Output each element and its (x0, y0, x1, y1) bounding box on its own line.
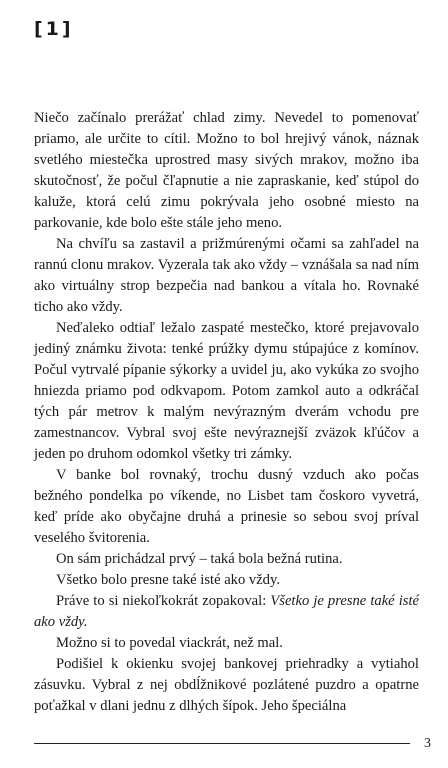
paragraph (34, 591, 419, 633)
body-text (34, 108, 419, 717)
chapter-marker: [1] (34, 18, 74, 40)
paragraph: Niečo začínalo prerážať chlad zimy. Nevedel to pomenovať priamo, ale určite to cítil. Možno to bol hrejivý vánok, náznak svetlého miestečka uprostred masy sivých mrakov, možno iba skutočnosť, že počul čľapnutie a nie zapraskanie, keď stúpol do kaluže, ktorá celú zimu pokrývala jeho osobné miesto na parkovanie, kde bolo ešte stále jeho meno. (34, 110, 419, 231)
paragraph: Podišiel k okienku svojej bankovej priehradky a vytiahol zásuvku. Vybral z nej obdĺžnikové pozlátené puzdro a opatrne poťažkal v dlani jednu z dlhých šípok. Jeho špeciálna (34, 656, 419, 714)
paragraph: Neďaleko odtiaľ ležalo zaspaté mestečko, ktoré prejavovalo jediný známku života: tenké prúžky dymu stúpajúce z komínov. Počul vytrvalé pípanie sýkorky a uvidel ju, ako vykúka zo svojho hniezda priamo pod odkvapom. Potom zamkol auto a odkráčal tých pár metrov k malým nevýrazným dverám vchodu pre zamestnancov. Vybral svoj ešte nevýraznejší zväzok kľúčov a jeden po druhom odomkol všetky tri zámky. (34, 320, 419, 462)
paragraph: Všetko bolo presne také isté ako vždy. (56, 572, 280, 588)
footer-rule (34, 743, 410, 744)
paragraph-text: Práve to si niekoľkokrát zopakoval: (56, 593, 271, 609)
paragraph: On sám prichádzal prvý – taká bola bežná rutina. (56, 551, 343, 567)
emphasized-quote: Všetko je presne také isté ako vždy. (34, 593, 420, 630)
paragraph: Na chvíľu sa zastavil a prižmúrenými očami sa zahľadel na rannú clonu mrakov. Vyzerala tak ako vždy – vznášala sa nad ním ako virtuálny strop bezpečia nad bankou a vítala ho. Rovnaké ticho ako vždy. (34, 236, 419, 315)
page-number: 3 (424, 736, 431, 751)
paragraph: V banke bol rovnaký, trochu dusný vzduch ako počas bežného pondelka po víkende, no Lisbet tam čoskoro vyvetrá, keď príde ako obyčajne druhá a prinesie so sebou svoj príval veselého švitorenia. (34, 467, 419, 546)
paragraph: Možno si to povedal viackrát, než mal. (56, 635, 283, 651)
